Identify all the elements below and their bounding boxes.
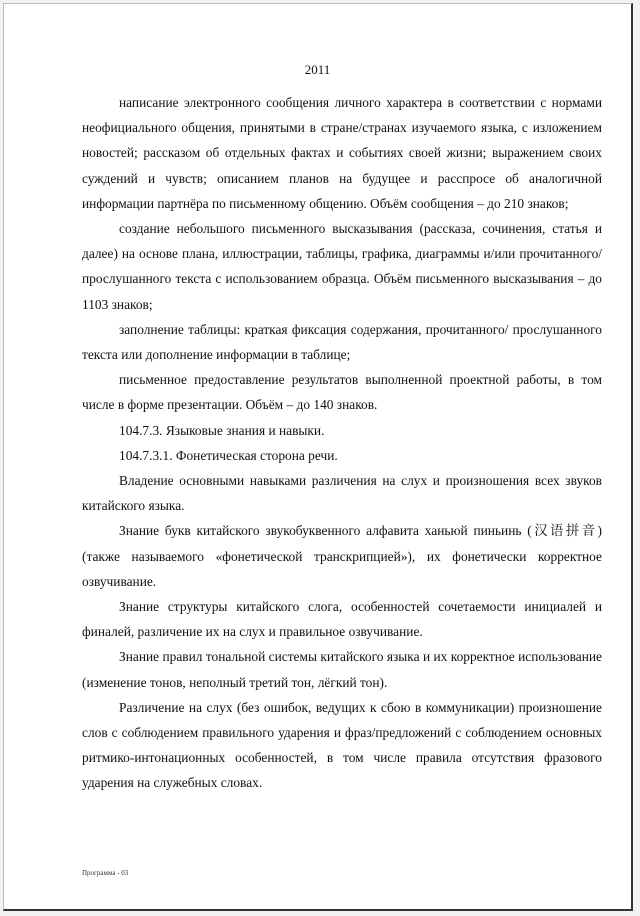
page-number: 2011 bbox=[304, 62, 331, 77]
paragraph-table-filling: заполнение таблицы: краткая фиксация содержания, прочитанного/ прослушанного текста или дополнение информации в таблице; bbox=[82, 321, 602, 363]
paragraph-syllable-structure: Знание структуры китайского слога, особенностей сочетаемости инициалей и финалей, различение их на слух и правильное озвучивание. bbox=[82, 599, 602, 640]
document-page bbox=[3, 3, 633, 911]
section-heading-phonetics: 104.7.3.1. Фонетическая сторона речи. bbox=[119, 447, 338, 463]
paragraph-stress-intonation: Различение на слух (без ошибок, ведущих к сбою в коммуникации) произношение слов с соблюдением правильного ударения и фраз/предложений с соблюдением основных ритмико-интонационных особенностей, в том числе правила отсутствия фразового ударения на служебных словах. bbox=[82, 699, 602, 791]
paragraph-sound-distinction: Владение основными навыками различения на слух и произношения всех звуков китайского языка. bbox=[82, 473, 602, 514]
paragraph-project-results: письменное предоставление результатов выполненной проектной работы, в том числе в форме презентации. Объём – до 140 знаков. bbox=[82, 372, 602, 413]
paragraph-email-writing: написание электронного сообщения личного характера в соответствии с нормами неофициального общения, принятыми в стране/странах изучаемого языка, с изложением новостей; рассказом об отдельных фактах и событиях своей жизни; выражением своих суждений и чувств; описанием планов на будущее и расспросе об аналогичной информации партнёра по письменному общению. Объём сообщения – до 210 знаков; bbox=[82, 95, 602, 211]
paragraph-tonal-system: Знание правил тональной системы китайского языка и их корректное использование (изменение тонов, неполный третий тон, лёгкий тон). bbox=[82, 649, 602, 690]
page-footer: Программа - 03 bbox=[82, 869, 129, 877]
document-body bbox=[82, 90, 602, 796]
paragraph-written-statement: создание небольшого письменного высказывания (рассказа, сочинения, статья и далее) на основе плана, иллюстрации, таблицы, графика, диаграммы и/или прочитанного/прослушанного текста с использованием образца. Объём письменного высказывания – до 1103 знаков; bbox=[82, 221, 602, 312]
section-heading-language-skills: 104.7.3. Языковые знания и навыки. bbox=[119, 422, 325, 438]
paragraph-pinyin-letters: Знание букв китайского звукобуквенного алфавита ханьюй пиньинь (汉语拼音) (также называемого «фонетической транскрипцией»), их фонетически корректное озвучивание. bbox=[82, 523, 602, 589]
